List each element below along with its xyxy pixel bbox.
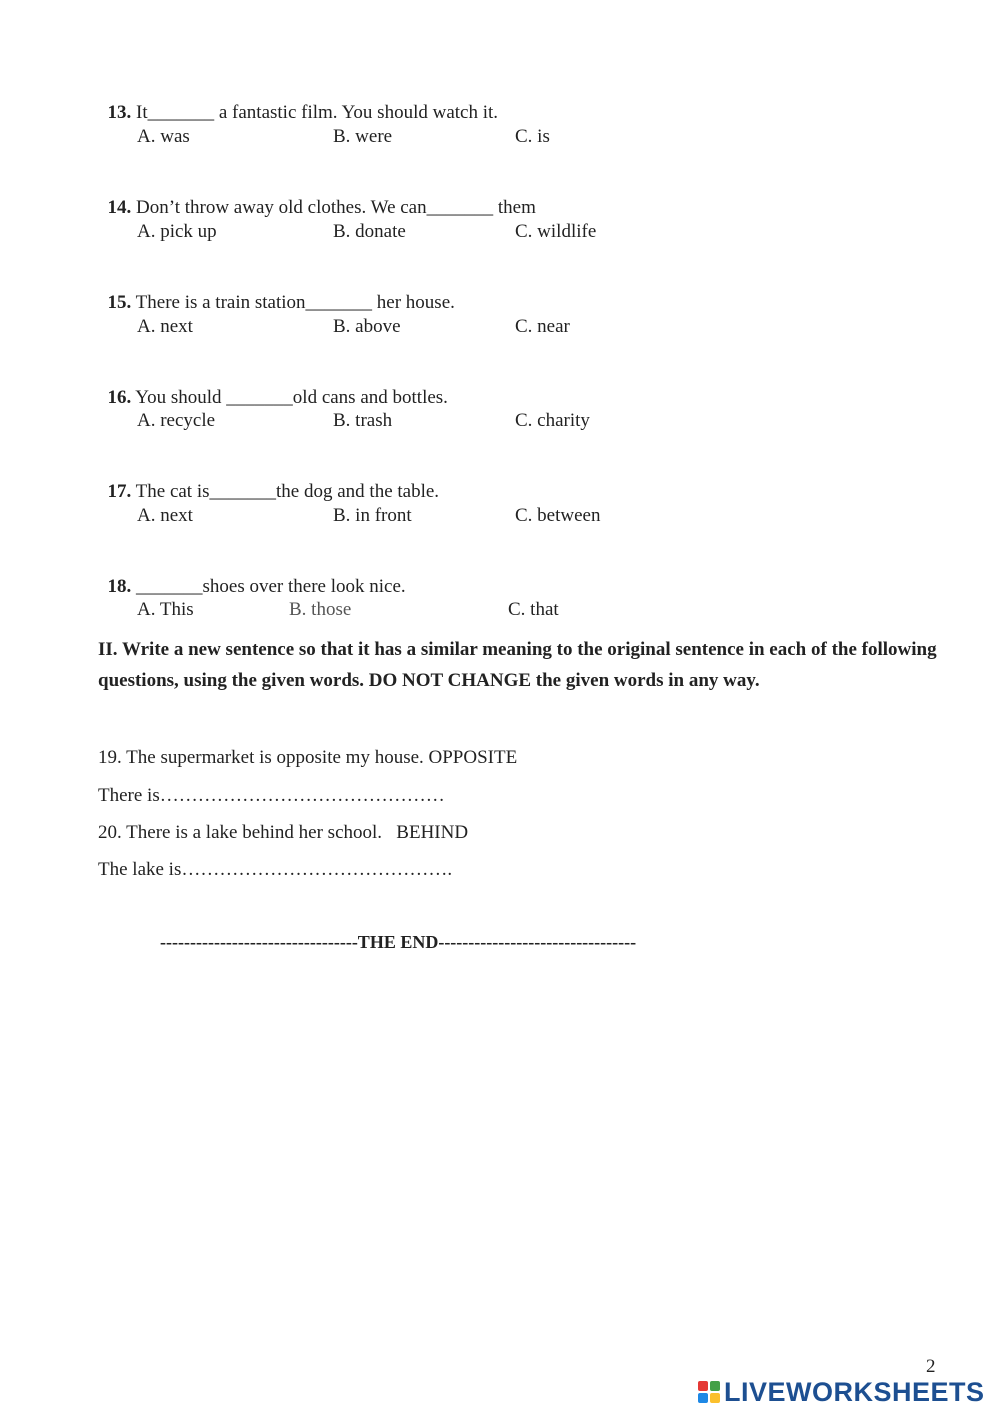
question-text: There is a train station_______ her house. (131, 292, 455, 313)
question-text: The cat is_______the dog and the table. (131, 481, 440, 502)
logo-square (710, 1381, 720, 1391)
logo-text: LIVEWORKSHEETS (724, 1376, 985, 1407)
question-number: 14. (107, 197, 132, 218)
question-17 (98, 456, 439, 504)
option-a[interactable]: A. next (137, 316, 193, 337)
rewrite-answer-19[interactable]: There is……………………………………… (98, 785, 445, 806)
question-number: 13. (107, 102, 132, 123)
option-a[interactable]: A. pick up (137, 221, 217, 242)
option-c[interactable]: C. near (515, 316, 570, 337)
logo-square (698, 1393, 708, 1403)
option-b[interactable]: B. trash (333, 410, 393, 431)
rewrite-prompt-19: 19. The supermarket is opposite my house. OPPOSITE (98, 747, 518, 768)
option-c[interactable]: C. is (515, 126, 550, 147)
question-number: 15. (107, 292, 132, 313)
option-b[interactable]: B. those (289, 599, 352, 620)
option-b[interactable]: B. donate (333, 221, 406, 242)
rewrite-answer-20[interactable]: The lake is……………………………………. (98, 859, 453, 880)
option-c[interactable]: C. wildlife (515, 221, 597, 242)
liveworksheets-logo (698, 1376, 985, 1408)
question-number: 17. (107, 481, 132, 502)
option-a[interactable]: A. recycle (137, 410, 216, 431)
the-end-marker: ---------------------------------THE END--------------------------------- (160, 932, 637, 952)
question-13 (98, 77, 498, 125)
question-18 (98, 551, 406, 599)
option-a[interactable]: A. next (137, 505, 193, 526)
option-b[interactable]: B. in front (333, 505, 412, 526)
option-c[interactable]: C. between (515, 505, 601, 526)
rewrite-prompt-20: 20. There is a lake behind her school. BEHIND (98, 822, 469, 843)
question-text: You should _______old cans and bottles. (131, 387, 448, 408)
option-c[interactable]: C. charity (515, 410, 590, 431)
question-number: 18. (107, 576, 132, 597)
question-16 (98, 362, 448, 410)
option-b[interactable]: B. above (333, 316, 401, 337)
option-c[interactable]: C. that (508, 599, 559, 620)
logo-square (698, 1381, 708, 1391)
question-14 (98, 172, 536, 220)
question-number: 16. (107, 387, 132, 408)
question-text: Don’t throw away old clothes. We can_______ them (131, 197, 536, 218)
question-text: It_______ a fantastic film. You should watch it. (131, 102, 499, 123)
section-2-heading: II. Write a new sentence so that it has a similar meaning to the original sentence in each of the following questions, using the given words. DO NOT CHANGE the given words in any way. (98, 639, 937, 691)
option-b[interactable]: B. were (333, 126, 393, 147)
logo-square (710, 1393, 720, 1403)
option-a[interactable]: A. was (137, 126, 190, 147)
logo-squares-icon (698, 1381, 720, 1403)
question-15 (98, 267, 455, 315)
option-a[interactable]: A. This (137, 599, 194, 620)
question-text: _______shoes over there look nice. (131, 576, 406, 597)
page-number: 2 (926, 1356, 936, 1377)
